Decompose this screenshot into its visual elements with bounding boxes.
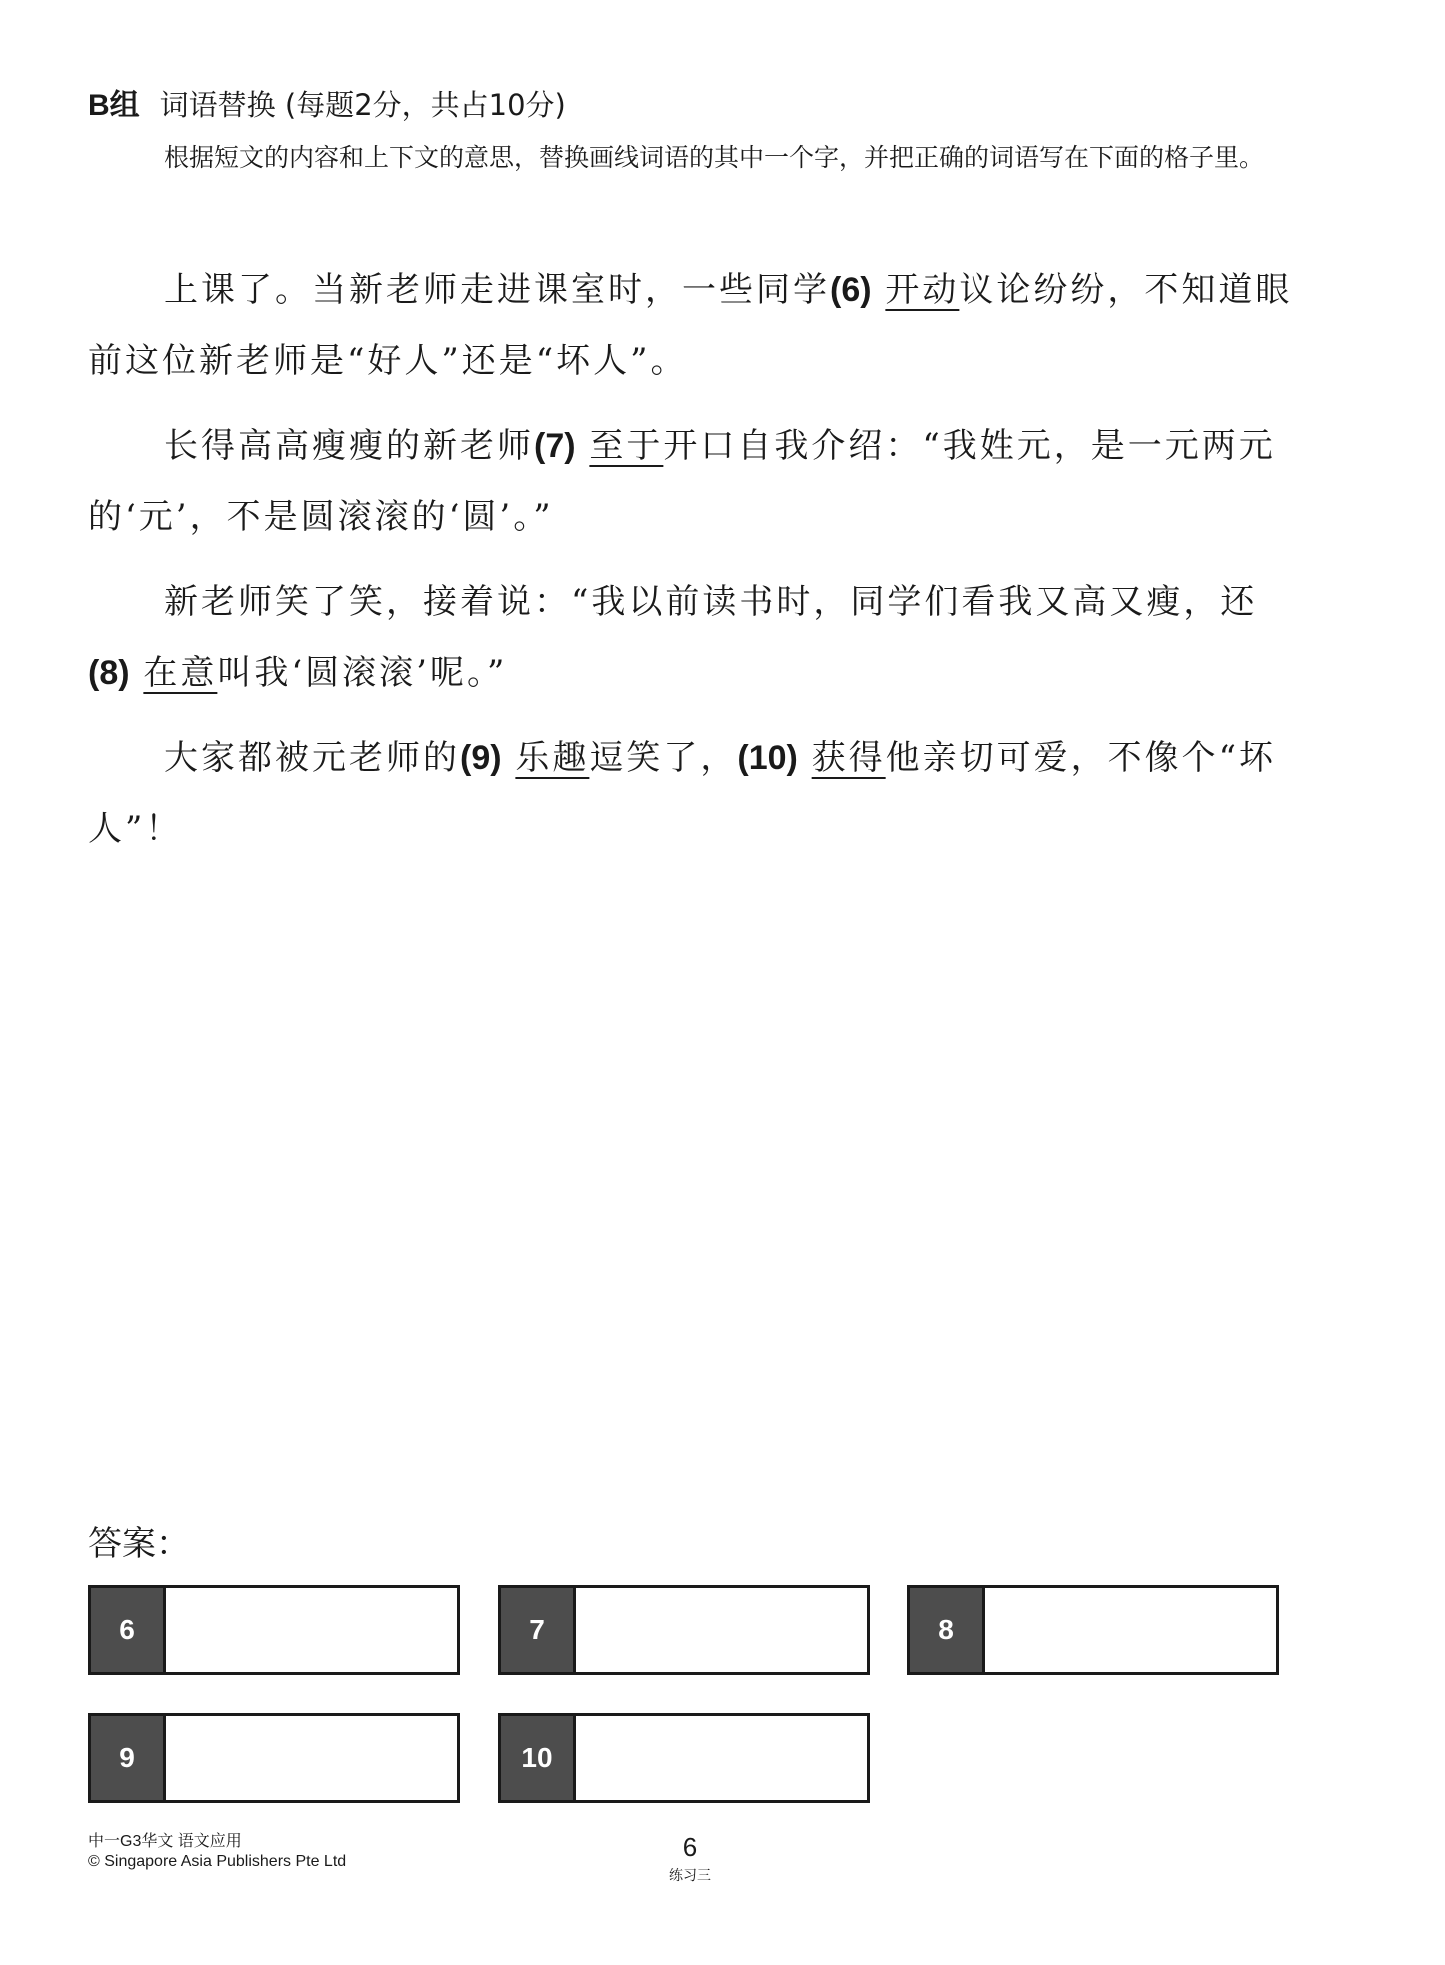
paragraph-text: 议论纷纷，不知道眼前这位新老师是“好人”还是“坏人”。 xyxy=(88,270,1293,381)
paragraph-3 xyxy=(88,567,1293,709)
paragraph-text: 开口自我介绍：“我姓元，是一元两元的‘元’，不是圆滚滚的‘圆’。” xyxy=(88,426,1276,537)
section-header xyxy=(88,80,1288,180)
answer-number: 10 xyxy=(501,1716,576,1800)
answer-box-9 xyxy=(88,1713,460,1803)
paragraph-text: 逗笑了， xyxy=(589,738,738,778)
exercise-label: 练习三 xyxy=(669,1868,711,1884)
question-number-7: (7) xyxy=(534,427,576,465)
section-title: 词语替换 (每题2分，共占10分) xyxy=(159,88,566,122)
answer-number: 6 xyxy=(91,1588,166,1672)
footer-page xyxy=(640,1832,740,1885)
paragraph-4 xyxy=(88,723,1293,865)
book-title: 中一G3华文 语文应用 xyxy=(88,1833,242,1850)
paragraph-1 xyxy=(88,255,1293,397)
answer-number: 9 xyxy=(91,1716,166,1800)
section-id: B组 xyxy=(88,89,140,122)
paragraph-text: 长得高高瘦瘦的新老师 xyxy=(164,426,534,466)
paragraph-text: 新老师笑了笑，接着说：“我以前读书时，同学们看我又高又瘦，还 xyxy=(164,582,1258,622)
underlined-word-10: 获得 xyxy=(811,738,886,778)
answer-box-8 xyxy=(907,1585,1279,1675)
footer-credits xyxy=(88,1832,346,1872)
question-number-8: (8) xyxy=(88,654,130,692)
answer-box-6 xyxy=(88,1585,460,1675)
paragraph-text: 大家都被元老师的 xyxy=(164,738,460,778)
paragraph-text: 上课了。当新老师走进课室时，一些同学 xyxy=(164,270,830,310)
question-number-10: (10) xyxy=(737,739,798,777)
answer-field[interactable] xyxy=(576,1588,867,1672)
answer-label: 答案： xyxy=(88,1524,190,1564)
underlined-word-8: 在意 xyxy=(143,653,218,693)
passage xyxy=(88,255,1293,879)
underlined-word-6: 开动 xyxy=(885,270,960,310)
answer-box-7 xyxy=(498,1585,870,1675)
copyright-text: © Singapore Asia Publishers Pte Ltd xyxy=(88,1853,347,1870)
underlined-word-9: 乐趣 xyxy=(515,738,590,778)
instruction-text: 根据短文的内容和上下文的意思，替换画线词语的其中一个字，并把正确的词语写在下面的格子里。 xyxy=(164,143,1265,172)
question-number-6: (6) xyxy=(830,271,872,309)
answer-field[interactable] xyxy=(985,1588,1276,1672)
paragraph-text: 叫我‘圆滚滚’呢。” xyxy=(217,653,508,693)
question-number-9: (9) xyxy=(460,739,502,777)
answer-field[interactable] xyxy=(166,1588,457,1672)
underlined-word-7: 至于 xyxy=(589,426,664,466)
paragraph-2 xyxy=(88,411,1293,553)
paragraph-text: 他亲切可爱，不像个“坏人”！ xyxy=(88,738,1277,849)
answer-field[interactable] xyxy=(166,1716,457,1800)
page-number: 6 xyxy=(682,1832,698,1862)
answer-field[interactable] xyxy=(576,1716,867,1800)
answer-number: 7 xyxy=(501,1588,576,1672)
answer-box-10 xyxy=(498,1713,870,1803)
answer-number: 8 xyxy=(910,1588,985,1672)
